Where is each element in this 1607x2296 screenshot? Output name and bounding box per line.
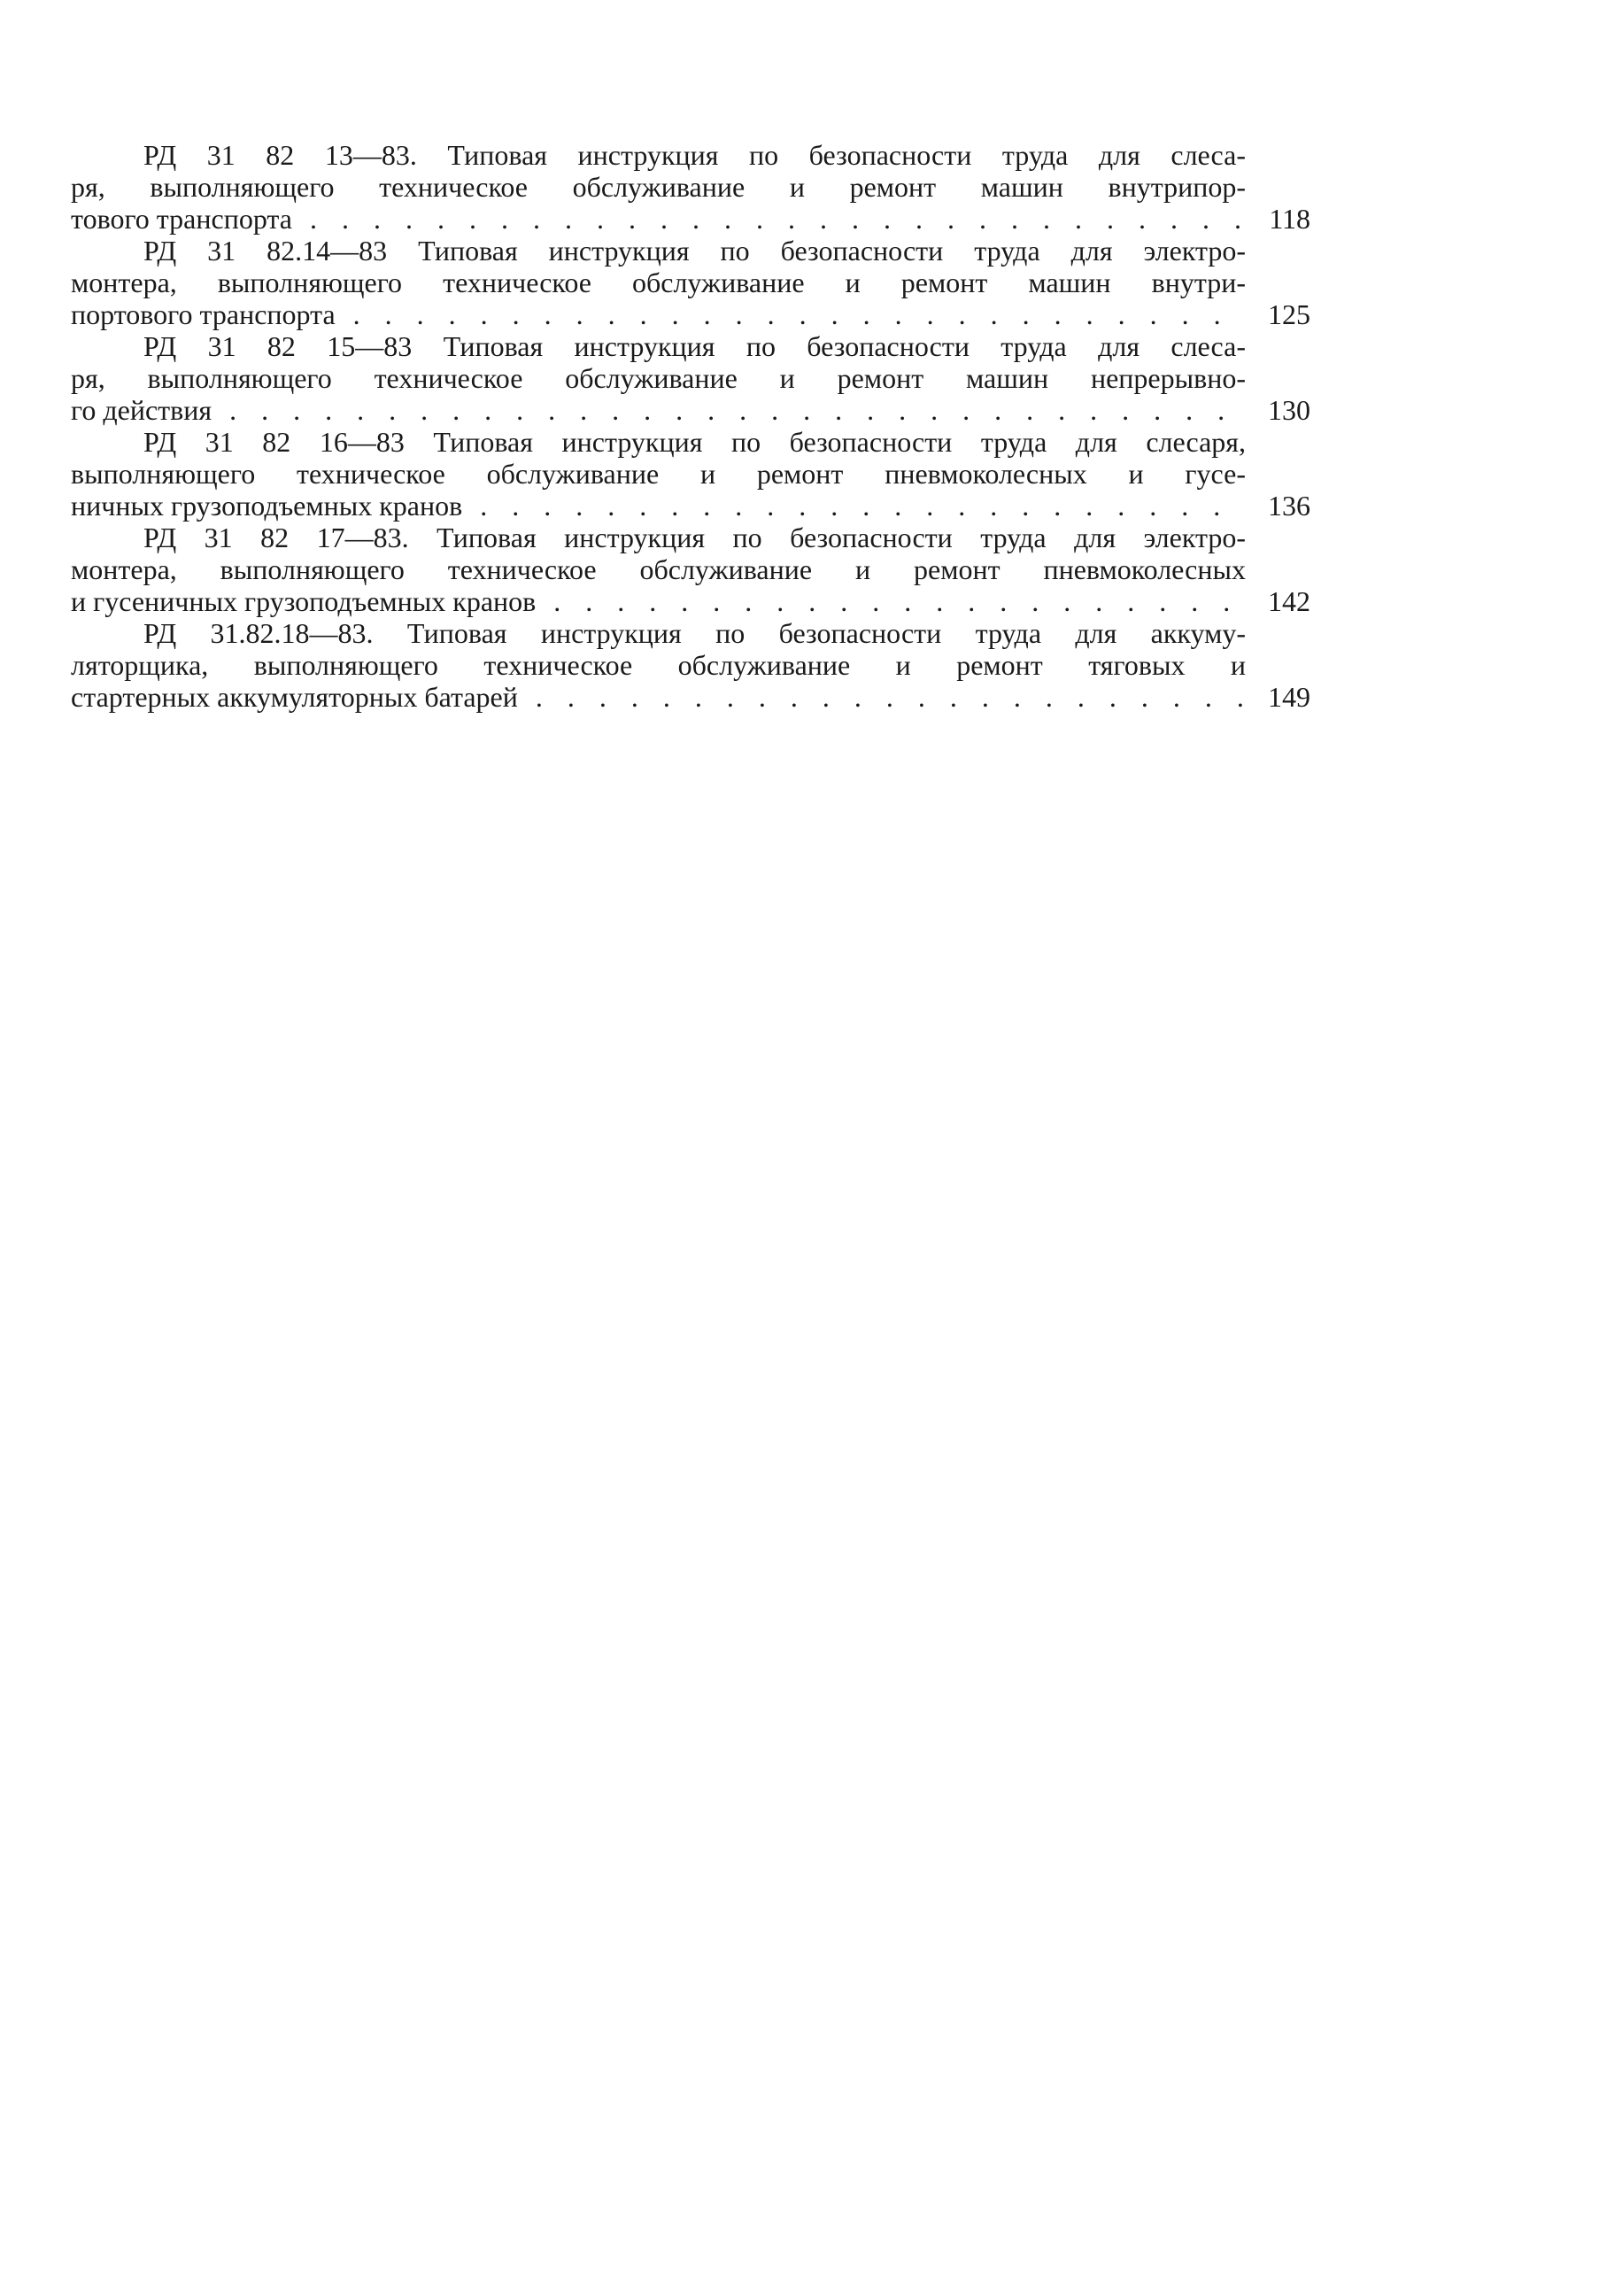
entry-text-line: монтера, выполняющего техническое обслуживание и ремонт машин внутри-	[71, 267, 1246, 298]
entry-text-line: РД 31 82 17—83. Типовая инструкция по безопасности труда для электро-	[143, 522, 1246, 553]
dot-leader	[336, 298, 1243, 330]
entry-text-line: стартерных аккумуляторных батарей	[71, 681, 518, 713]
toc-entry	[71, 330, 1310, 426]
toc-entry	[71, 522, 1310, 617]
page-number: 118	[1269, 203, 1310, 235]
entry-text-line: монтера, выполняющего техническое обслуживание и ремонт пневмоколесных	[71, 553, 1246, 585]
toc-entry	[71, 426, 1310, 522]
page-number: 130	[1268, 394, 1310, 426]
table-of-contents	[71, 139, 1310, 713]
dot-leader	[462, 490, 1243, 522]
dot-leader	[292, 203, 1243, 235]
toc-entry	[71, 235, 1310, 330]
entry-text-line: РД 31 82 15—83 Типовая инструкция по безопасности труда для слеса-	[143, 330, 1246, 362]
page-number: 142	[1268, 585, 1310, 617]
entry-text-line: РД 31 82 13—83. Типовая инструкция по безопасности труда для слеса-	[143, 139, 1246, 171]
toc-entry	[71, 139, 1310, 235]
page-number: 125	[1268, 298, 1310, 330]
page-number: 149	[1268, 681, 1310, 713]
entry-text-line: ничных грузоподъемных кранов	[71, 490, 463, 522]
entry-text-line: портового транспорта	[71, 298, 336, 330]
dot-leader	[212, 394, 1243, 426]
entry-text-line: ря, выполняющего техническое обслуживание и ремонт машин внутрипор-	[71, 171, 1246, 203]
page-number: 136	[1268, 490, 1310, 522]
dot-leader	[518, 681, 1243, 713]
dot-leader	[536, 585, 1243, 617]
entry-text-line: выполняющего техническое обслуживание и ремонт пневмоколесных и гусе-	[71, 458, 1246, 490]
entry-text-line: и гусеничных грузоподъемных кранов	[71, 585, 537, 617]
entry-text-line: ляторщика, выполняющего техническое обслуживание и ремонт тяговых и	[71, 649, 1246, 681]
entry-text-line: РД 31.82.18—83. Типовая инструкция по безопасности труда для аккуму-	[143, 617, 1246, 649]
entry-text-line: РД 31 82 16—83 Типовая инструкция по безопасности труда для слесаря,	[143, 426, 1246, 458]
entry-text-line: РД 31 82.14—83 Типовая инструкция по безопасности труда для электро-	[143, 235, 1246, 267]
toc-entry	[71, 617, 1310, 713]
entry-text-line: тового транспорта	[71, 203, 292, 235]
entry-text-line: го действия	[71, 394, 212, 426]
entry-text-line: ря, выполняющего техническое обслуживание и ремонт машин непрерывно-	[71, 362, 1246, 394]
